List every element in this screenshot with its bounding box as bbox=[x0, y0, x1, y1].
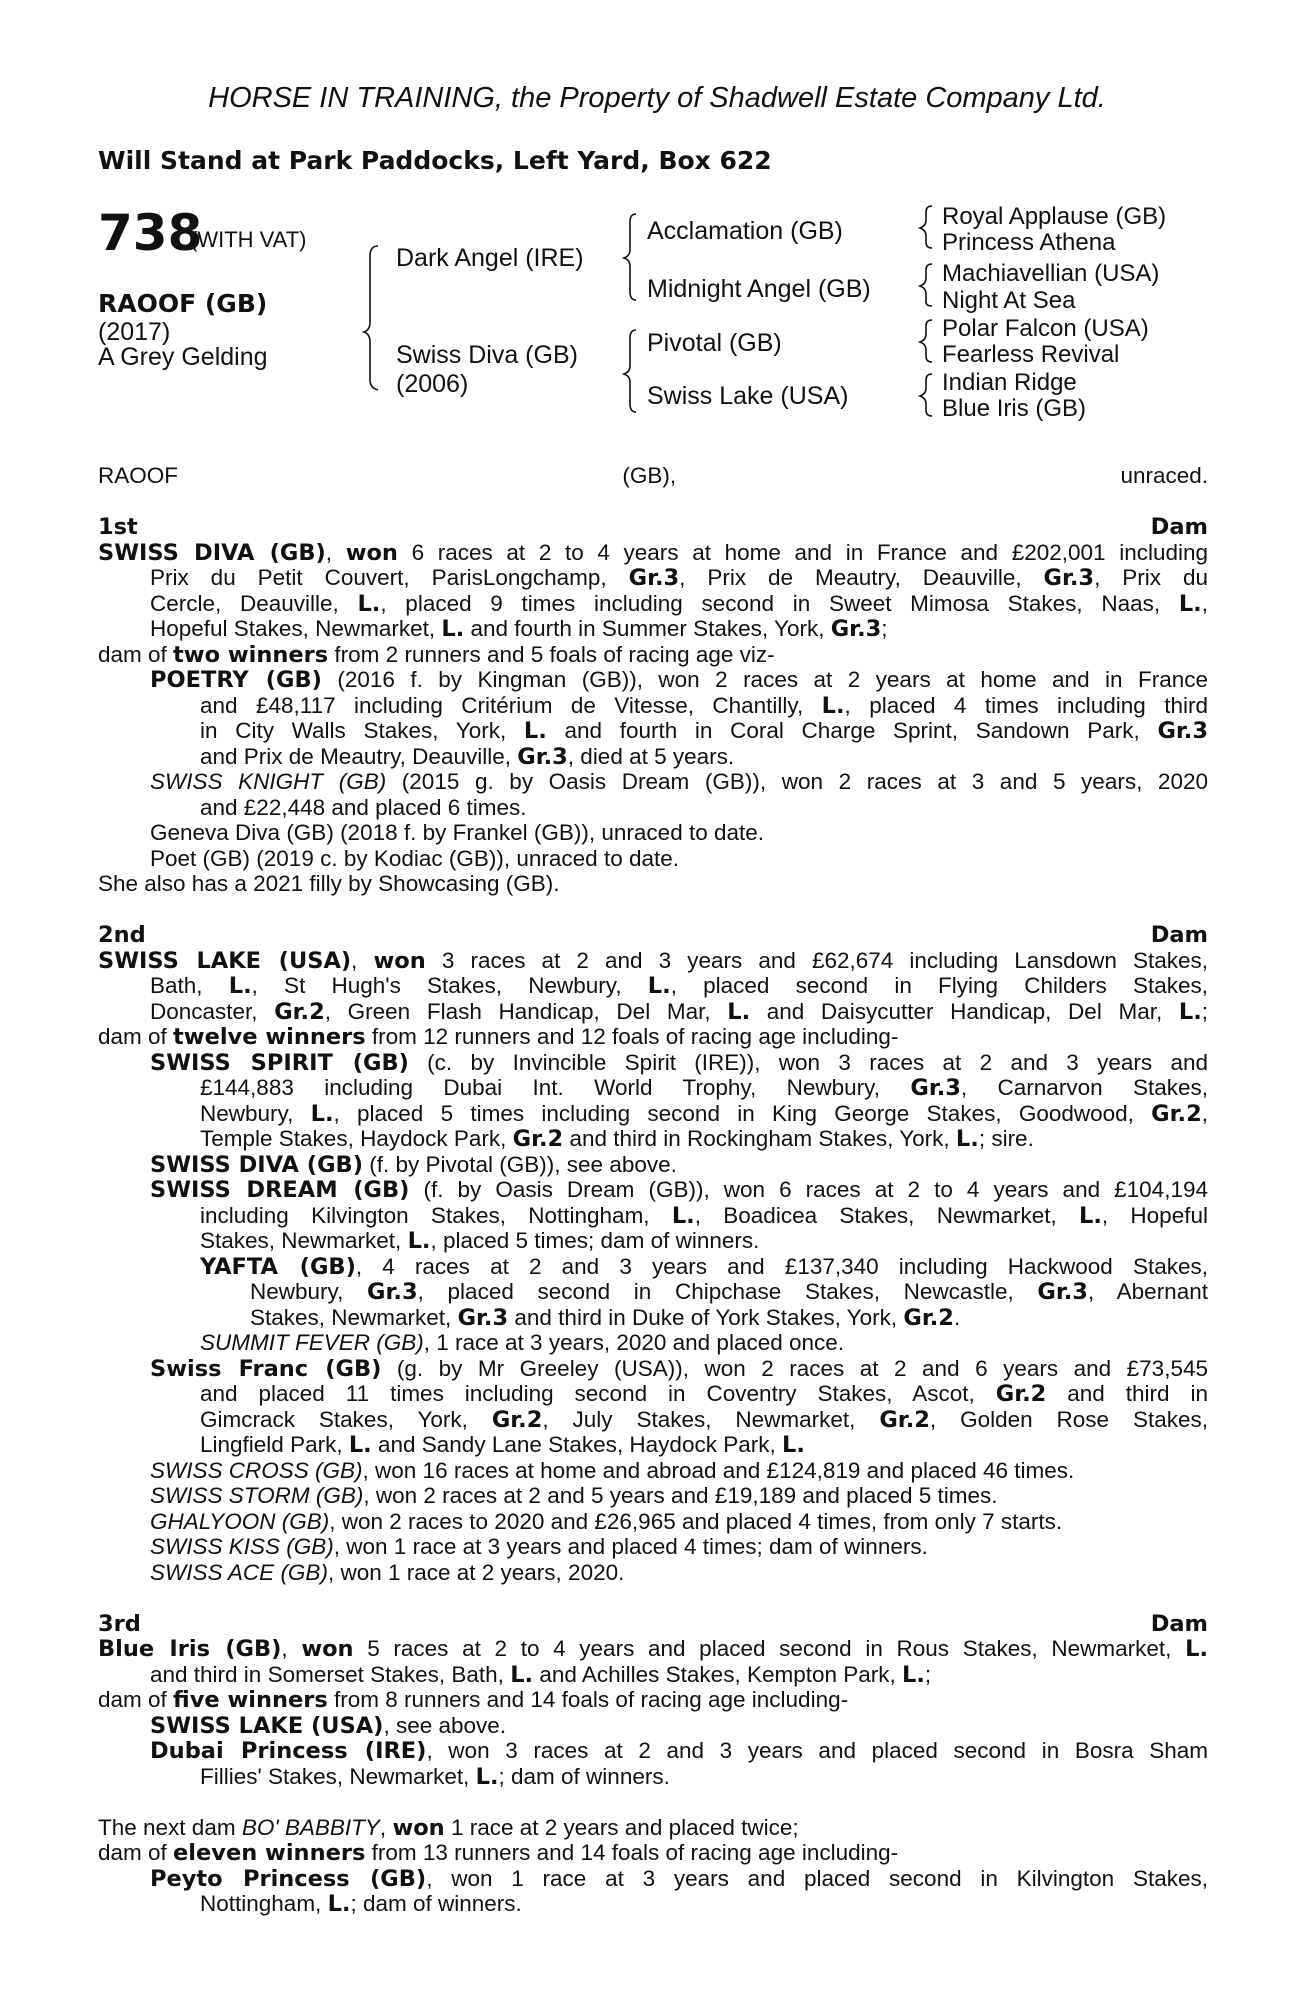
text-line bbox=[98, 1152, 1208, 1178]
text-segment: Poet (GB) (2019 c. by Kodiac (GB)), unraced to date. bbox=[150, 845, 680, 871]
text-segment: SWISS LAKE (USA) bbox=[98, 947, 352, 973]
spacer bbox=[98, 1789, 1208, 1815]
text-segment: , Hopeful bbox=[1101, 1202, 1208, 1228]
text-segment: , Green Flash Handicap, Del Mar, bbox=[324, 998, 728, 1024]
text-segment: ; dam of winners. bbox=[350, 1891, 522, 1916]
text-segment: SWISS KISS (GB) bbox=[150, 1534, 334, 1559]
text-segment: POETRY (GB) bbox=[150, 667, 322, 693]
text-segment: , placed 4 times including third bbox=[844, 692, 1208, 718]
text-segment: won bbox=[392, 1814, 445, 1840]
text-segment: Bath, bbox=[150, 973, 229, 998]
text-segment: Peyto Princess (GB) bbox=[150, 1865, 427, 1891]
text-segment: won bbox=[345, 539, 398, 565]
text-line bbox=[98, 463, 1208, 489]
text-segment: dam of bbox=[98, 1840, 174, 1865]
text-segment: won bbox=[301, 1636, 354, 1662]
dam-sire: Pivotal (GB) bbox=[647, 329, 782, 357]
text-segment: L. bbox=[327, 1891, 351, 1917]
text-line bbox=[98, 973, 1208, 999]
text-line bbox=[98, 642, 1208, 668]
text-segment: Gr.2 bbox=[512, 1126, 564, 1152]
text-segment: (f. by Oasis Dream (GB)), won 6 races at 2 to 4 years and £104,194 bbox=[409, 1177, 1208, 1202]
text-line bbox=[98, 693, 1208, 719]
vat-note: (WITH VAT) bbox=[190, 227, 307, 252]
text-segment: Newbury, bbox=[250, 1279, 368, 1304]
text-segment: in City Walls Stakes, York, bbox=[200, 718, 524, 743]
text-segment: (2015 g. by Oasis Dream (GB)), won 2 races at 3 and 5 years, 2020 bbox=[386, 769, 1208, 794]
text-segment: , Prix de Meautry, Deauville, bbox=[679, 565, 1044, 590]
text-line bbox=[98, 1560, 1208, 1586]
text-segment: and £22,448 and placed 6 times. bbox=[200, 794, 527, 820]
text-segment: , bbox=[1201, 1100, 1208, 1126]
text-segment: £144,883 including Dubai Int. World Trophy, Newbury, bbox=[200, 1075, 911, 1100]
text-segment: Stakes, Newmarket, bbox=[250, 1304, 458, 1330]
text-line bbox=[98, 1738, 1208, 1764]
text-segment: , bbox=[351, 947, 374, 973]
stand-location: Will Stand at Park Paddocks, Left Yard, Box 622 bbox=[98, 146, 772, 175]
text-line bbox=[98, 744, 1208, 770]
text-segment: Swiss Franc (GB) bbox=[150, 1355, 382, 1381]
horse-description: A Grey Gelding bbox=[98, 343, 268, 371]
text-segment: and Achilles Stakes, Kempton Park, bbox=[533, 1661, 903, 1687]
text-segment: Gr.3 bbox=[367, 1279, 418, 1305]
text-segment: YAFTA (GB) bbox=[200, 1253, 356, 1279]
text-segment: 3rd Dam bbox=[98, 1610, 1208, 1636]
text-line bbox=[98, 1483, 1208, 1509]
text-segment: , won 1 race at 2 years, 2020. bbox=[327, 1559, 625, 1585]
text-segment: , 4 races at 2 and 3 years and £137,340 including Hackwood Stakes, bbox=[355, 1253, 1208, 1279]
text-segment: Gr.3 bbox=[517, 743, 568, 769]
grandparent-7: Indian Ridge bbox=[942, 369, 1077, 396]
text-segment: twelve winners bbox=[173, 1024, 366, 1050]
text-segment: Gr.2 bbox=[879, 1406, 930, 1432]
text-segment: , St Hugh's Stakes, Newbury, bbox=[251, 973, 648, 998]
text-segment: , Golden Rose Stakes, bbox=[929, 1406, 1208, 1432]
sire-line-bracket bbox=[624, 214, 636, 300]
text-line bbox=[98, 1254, 1208, 1280]
text-line bbox=[98, 1177, 1208, 1203]
text-segment: , July Stakes, Newmarket, bbox=[542, 1406, 880, 1432]
text-segment: , won 2 races to 2020 and £26,965 and placed 4 times, from only 7 starts. bbox=[329, 1508, 1063, 1534]
text-segment: SWISS DIVA (GB) bbox=[150, 1151, 363, 1177]
text-segment: and Daisycutter Handicap, Del Mar, bbox=[750, 998, 1179, 1024]
text-segment: Lingfield Park, bbox=[200, 1432, 349, 1457]
text-segment: and placed 11 times including second in Coventry Stakes, Ascot, bbox=[200, 1381, 996, 1406]
text-line bbox=[98, 540, 1208, 566]
text-segment: and fourth in Summer Stakes, York, bbox=[464, 616, 831, 641]
text-segment: , won 3 races at 2 and 3 years and placed second in Bosra Sham bbox=[426, 1738, 1208, 1763]
text-segment: Gr.3 bbox=[1157, 718, 1208, 744]
text-segment: (g. by Mr Greeley (USA)), won 2 races at 2 and 6 years and £73,545 bbox=[381, 1355, 1208, 1381]
text-segment: ; bbox=[924, 1661, 932, 1687]
text-segment: L. bbox=[523, 718, 547, 744]
grandparent-5: Polar Falcon (USA) bbox=[942, 315, 1149, 342]
text-segment: L. bbox=[475, 1763, 499, 1789]
grandparent-4: Night At Sea bbox=[942, 287, 1076, 314]
text-segment: Gr.3 bbox=[830, 616, 882, 642]
text-segment: Gr.2 bbox=[1151, 1100, 1202, 1126]
text-segment: , won 2 races at 2 and 5 years and £19,189 and placed 5 times. bbox=[363, 1483, 998, 1508]
text-segment: and third in Rockingham Stakes, York, bbox=[563, 1126, 956, 1151]
text-segment: 2nd Dam bbox=[98, 922, 1208, 948]
text-segment: Blue Iris (GB) bbox=[98, 1636, 282, 1662]
text-segment: SUMMIT FEVER (GB) bbox=[200, 1330, 424, 1355]
text-line bbox=[98, 846, 1208, 872]
grandparent-3: Machiavellian (USA) bbox=[942, 260, 1160, 287]
text-line bbox=[98, 1840, 1208, 1866]
text-segment: and third in bbox=[1046, 1381, 1208, 1406]
text-line bbox=[98, 514, 1208, 540]
text-segment: L. bbox=[441, 616, 465, 642]
text-segment: L. bbox=[510, 1661, 534, 1687]
text-line bbox=[98, 1330, 1208, 1356]
text-line bbox=[98, 591, 1208, 617]
text-line bbox=[98, 565, 1208, 591]
text-segment: GHALYOON (GB) bbox=[150, 1508, 330, 1534]
text-segment: SWISS SPIRIT (GB) bbox=[150, 1049, 409, 1075]
text-line bbox=[98, 922, 1208, 948]
text-segment: (f. by Pivotal (GB)), see above. bbox=[363, 1151, 677, 1177]
text-segment: SWISS ACE (GB) bbox=[150, 1559, 328, 1585]
text-segment: ; bbox=[881, 616, 888, 641]
text-line bbox=[98, 820, 1208, 846]
text-segment: and Prix de Meautry, Deauville, bbox=[200, 743, 518, 769]
text-segment: Hopeful Stakes, Newmarket, bbox=[150, 616, 442, 641]
text-segment: SWISS LAKE (USA) bbox=[150, 1712, 384, 1738]
g-bracket-2 bbox=[920, 264, 932, 306]
text-segment: L. bbox=[955, 1126, 979, 1152]
sire-sire: Acclamation (GB) bbox=[647, 217, 843, 245]
text-line bbox=[98, 1509, 1208, 1535]
text-line bbox=[98, 948, 1208, 974]
text-segment: , Prix du bbox=[1094, 565, 1208, 590]
text-segment: L. bbox=[1178, 590, 1202, 616]
text-segment: , placed second in Flying Childers Stakes, bbox=[670, 973, 1208, 998]
grandparent-8: Blue Iris (GB) bbox=[942, 395, 1087, 422]
grandparent-2: Princess Athena bbox=[942, 229, 1116, 256]
text-segment: RAOOF (GB), unraced. bbox=[98, 463, 1208, 488]
text-segment: SWISS DIVA (GB) bbox=[98, 539, 326, 565]
text-segment: Prix du Petit Couvert, ParisLongchamp, bbox=[150, 565, 629, 590]
text-line bbox=[98, 871, 1208, 897]
text-segment: , won 1 race at 3 years and placed second in Kilvington Stakes, bbox=[426, 1865, 1208, 1891]
spacer bbox=[98, 489, 1208, 515]
text-segment: (c. by Invincible Spirit (IRE)), won 3 races at 2 and 3 years and bbox=[408, 1049, 1208, 1075]
text-segment: Dubai Princess (IRE) bbox=[150, 1738, 427, 1764]
text-line bbox=[98, 1024, 1208, 1050]
dam: Swiss Diva (GB) bbox=[396, 341, 578, 369]
text-segment: 3 races at 2 and 3 years and £62,674 including Lansdown Stakes, bbox=[425, 947, 1208, 973]
dam-dam: Swiss Lake (USA) bbox=[647, 382, 849, 410]
text-segment: BO' BABBITY bbox=[241, 1814, 380, 1840]
text-segment: L. bbox=[821, 692, 845, 718]
sire: Dark Angel (IRE) bbox=[396, 244, 584, 272]
text-segment: , bbox=[281, 1636, 302, 1661]
text-segment: Gr.3 bbox=[910, 1075, 961, 1101]
text-segment: Gr.3 bbox=[457, 1304, 509, 1330]
text-line bbox=[98, 1636, 1208, 1662]
sire-dam: Midnight Angel (GB) bbox=[647, 275, 871, 303]
text-segment: and third in Duke of York Stakes, York, bbox=[508, 1304, 904, 1330]
text-segment: L. bbox=[1178, 998, 1202, 1024]
text-segment: Gr.3 bbox=[1043, 565, 1095, 591]
text-line bbox=[98, 1611, 1208, 1637]
text-segment: dam of bbox=[98, 641, 174, 667]
pedigree-notes bbox=[98, 463, 1208, 1917]
foaling-year: (2017) bbox=[98, 318, 171, 346]
text-segment: , bbox=[379, 1814, 393, 1840]
text-segment: L. bbox=[671, 1202, 695, 1228]
text-segment: Gimcrack Stakes, York, bbox=[200, 1406, 492, 1432]
catalogue-header: HORSE IN TRAINING, the Property of Shadwell Estate Company Ltd. bbox=[208, 82, 1106, 114]
text-segment: Stakes, Newmarket, bbox=[200, 1228, 408, 1253]
text-segment: , bbox=[1201, 590, 1208, 616]
text-segment: and £48,117 including Critérium de Vitesse, Chantilly, bbox=[200, 692, 822, 718]
text-segment: from 13 runners and 14 foals of racing age including- bbox=[365, 1840, 899, 1865]
text-segment: The next dam bbox=[98, 1814, 242, 1840]
text-line bbox=[98, 667, 1208, 693]
text-segment: She also has a 2021 filly by Showcasing (GB). bbox=[98, 871, 560, 896]
sire-dam-bracket bbox=[364, 246, 378, 390]
text-segment: and fourth in Coral Charge Sprint, Sandown Park, bbox=[546, 718, 1158, 743]
text-segment: , placed second in Chipchase Stakes, Newcastle, bbox=[417, 1279, 1038, 1304]
text-segment: , see above. bbox=[383, 1712, 507, 1738]
text-line bbox=[98, 1713, 1208, 1739]
text-segment: dam of bbox=[98, 1687, 174, 1712]
text-line bbox=[98, 1126, 1208, 1152]
text-segment: and Sandy Lane Stakes, Haydock Park, bbox=[371, 1432, 782, 1457]
text-segment: ; sire. bbox=[978, 1126, 1034, 1151]
text-line bbox=[98, 1891, 1208, 1917]
text-segment: Cercle, Deauville, bbox=[150, 590, 358, 616]
text-segment: Gr.3 bbox=[628, 565, 680, 591]
text-segment: Gr.2 bbox=[274, 998, 325, 1024]
text-segment: Temple Stakes, Haydock Park, bbox=[200, 1126, 513, 1151]
text-line bbox=[98, 1662, 1208, 1688]
text-line bbox=[98, 1101, 1208, 1127]
text-segment: Nottingham, bbox=[200, 1891, 328, 1916]
text-segment: Geneva Diva (GB) (2018 f. by Frankel (GB)), unraced to date. bbox=[150, 820, 765, 845]
lot-number: 738 bbox=[98, 204, 203, 262]
text-segment: L. bbox=[407, 1228, 431, 1254]
text-segment: SWISS CROSS (GB) bbox=[150, 1457, 363, 1483]
text-segment: L. bbox=[781, 1432, 805, 1458]
text-segment: , 1 race at 3 years, 2020 and placed once. bbox=[423, 1330, 845, 1355]
text-segment: L. bbox=[647, 973, 671, 999]
dam-year: (2006) bbox=[396, 370, 469, 398]
text-segment: from 8 runners and 14 foals of racing age including- bbox=[327, 1687, 849, 1712]
spacer bbox=[98, 897, 1208, 923]
text-segment: from 12 runners and 12 foals of racing age including- bbox=[365, 1024, 899, 1049]
text-segment: L. bbox=[1079, 1202, 1102, 1228]
text-segment: 5 races at 2 to 4 years and placed second in Rous Stakes, Newmarket, bbox=[353, 1636, 1186, 1661]
text-segment: SWISS DREAM (GB) bbox=[150, 1177, 410, 1203]
text-line bbox=[98, 1815, 1208, 1841]
text-line bbox=[98, 795, 1208, 821]
text-segment: , placed 5 times including second in King George Stakes, Goodwood, bbox=[333, 1100, 1152, 1126]
text-segment: won bbox=[373, 947, 426, 973]
text-segment: L. bbox=[228, 973, 252, 999]
text-segment: SWISS KNIGHT (GB) bbox=[150, 769, 387, 794]
text-segment: , won 1 race at 3 years and placed 4 times; dam of winners. bbox=[333, 1534, 928, 1559]
text-segment: , Abernant bbox=[1087, 1279, 1208, 1304]
text-segment: , won 16 races at home and abroad and £124,819 and placed 46 times. bbox=[362, 1457, 1075, 1483]
spacer bbox=[98, 1585, 1208, 1611]
text-segment: SWISS STORM (GB) bbox=[150, 1483, 364, 1508]
g-bracket-1 bbox=[920, 206, 932, 248]
text-line bbox=[98, 1866, 1208, 1892]
text-segment: five winners bbox=[173, 1687, 328, 1713]
text-line bbox=[98, 1458, 1208, 1484]
text-segment: two winners bbox=[173, 641, 329, 667]
text-segment: , died at 5 years. bbox=[567, 743, 735, 769]
text-segment: Gr.2 bbox=[903, 1304, 954, 1330]
text-line bbox=[98, 1381, 1208, 1407]
text-segment: L. bbox=[310, 1100, 334, 1126]
text-line bbox=[98, 1050, 1208, 1076]
text-segment: Gr.3 bbox=[1037, 1279, 1088, 1305]
text-line bbox=[98, 1687, 1208, 1713]
dam-line-bracket bbox=[624, 330, 636, 412]
text-segment: L. bbox=[902, 1661, 925, 1687]
text-line bbox=[98, 1075, 1208, 1101]
text-line bbox=[98, 1279, 1208, 1305]
text-line bbox=[98, 1407, 1208, 1433]
text-segment: 6 races at 2 to 4 years at home and in France and £202,001 including bbox=[397, 539, 1208, 565]
text-line bbox=[98, 1228, 1208, 1254]
text-segment: , Boadicea Stakes, Newmarket, bbox=[694, 1202, 1079, 1228]
g-bracket-4 bbox=[920, 374, 932, 416]
grandparent-1: Royal Applause (GB) bbox=[942, 203, 1167, 230]
text-segment: L. bbox=[727, 998, 751, 1024]
text-line bbox=[98, 616, 1208, 642]
text-segment: including Kilvington Stakes, Nottingham, bbox=[200, 1202, 672, 1228]
g-bracket-3 bbox=[920, 320, 932, 362]
text-line bbox=[98, 769, 1208, 795]
horse-name: RAOOF (GB) bbox=[98, 289, 268, 318]
text-segment: eleven winners bbox=[173, 1840, 366, 1866]
text-segment: dam of bbox=[98, 1024, 174, 1049]
text-segment: Fillies' Stakes, Newmarket, bbox=[200, 1763, 476, 1789]
text-line bbox=[98, 1305, 1208, 1331]
text-segment: , placed 5 times; dam of winners. bbox=[430, 1228, 760, 1253]
grandparent-6: Fearless Revival bbox=[942, 341, 1120, 368]
text-line bbox=[98, 1356, 1208, 1382]
text-segment: Gr.2 bbox=[491, 1406, 543, 1432]
text-segment: (2016 f. by Kingman (GB)), won 2 races at 2 years at home and in France bbox=[321, 667, 1208, 692]
text-segment: and third in Somerset Stakes, Bath, bbox=[150, 1661, 511, 1687]
text-segment: L. bbox=[357, 590, 381, 616]
text-segment: , Carnarvon Stakes, bbox=[960, 1075, 1208, 1100]
text-segment: ; dam of winners. bbox=[498, 1763, 670, 1789]
text-line bbox=[98, 1764, 1208, 1790]
text-segment: L. bbox=[1185, 1636, 1208, 1662]
text-segment: 1 race at 2 years and placed twice; bbox=[444, 1814, 799, 1840]
text-segment: from 2 runners and 5 foals of racing age viz- bbox=[328, 641, 775, 667]
text-segment: , bbox=[325, 539, 346, 565]
text-segment: Doncaster, bbox=[150, 998, 275, 1024]
text-line bbox=[98, 1432, 1208, 1458]
text-line bbox=[98, 1203, 1208, 1229]
text-segment: 1st Dam bbox=[98, 514, 1208, 540]
text-line bbox=[98, 999, 1208, 1025]
text-line bbox=[98, 718, 1208, 744]
text-segment: ; bbox=[1201, 998, 1208, 1024]
text-segment: . bbox=[953, 1304, 961, 1330]
text-segment: Newbury, bbox=[200, 1100, 311, 1126]
text-segment: Gr.2 bbox=[995, 1381, 1047, 1407]
text-line bbox=[98, 1534, 1208, 1560]
text-segment: , placed 9 times including second in Sweet Mimosa Stakes, Naas, bbox=[380, 590, 1179, 616]
text-segment: L. bbox=[348, 1432, 372, 1458]
